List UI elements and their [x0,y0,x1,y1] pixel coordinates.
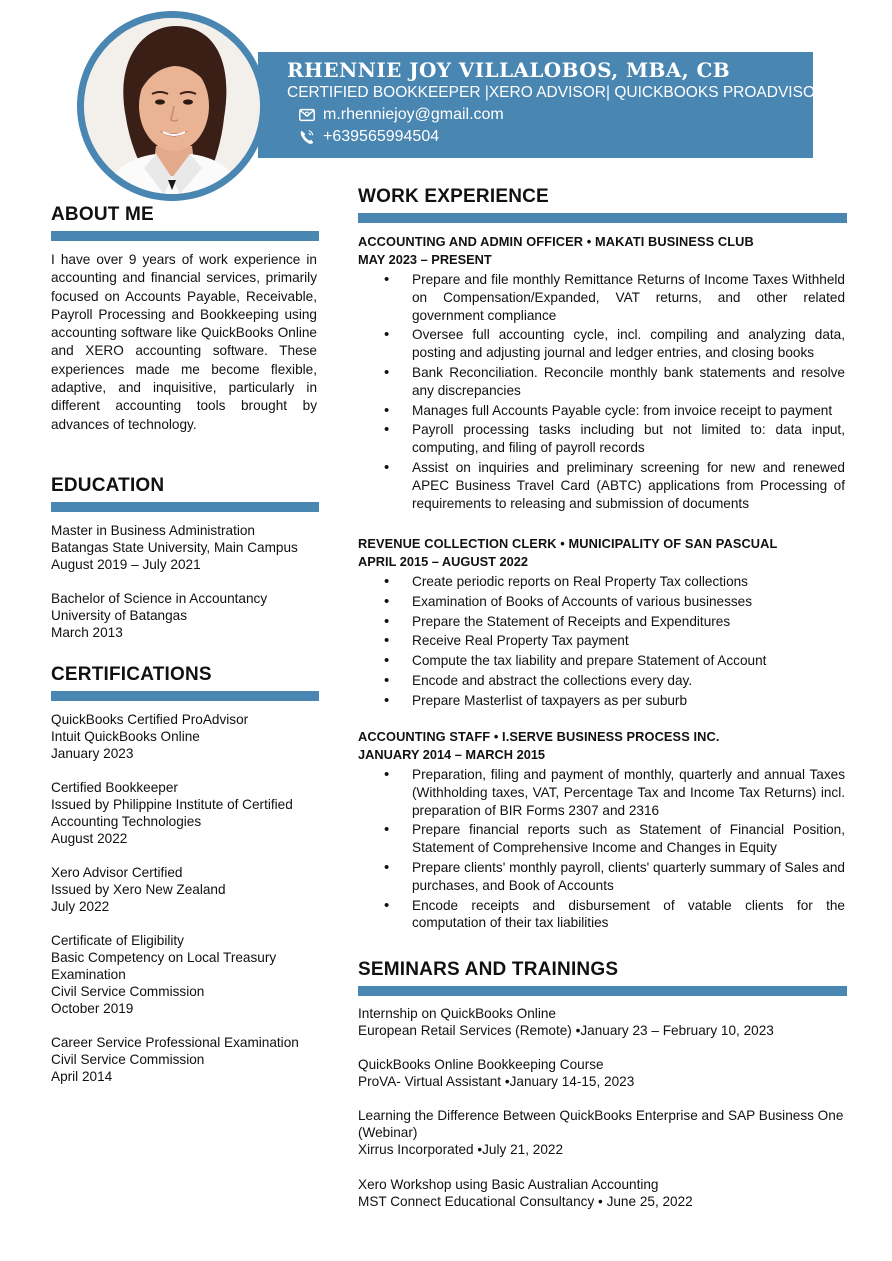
seminar-name: Internship on QuickBooks Online [358,1006,556,1021]
education-section [51,475,319,512]
education-entry [51,590,319,641]
phone-text[interactable]: +639565994504 [323,128,440,145]
header-band [258,52,827,158]
certification-date: April 2014 [51,1069,113,1084]
certifications-divider [51,691,319,701]
job-duties-list [384,573,845,712]
certification-entry [51,1034,319,1085]
job-title: ACCOUNTING STAFF • I.SERVE BUSINESS PROCESS INC. [358,729,720,744]
about-section [51,204,319,241]
certification-date: January 2023 [51,746,134,761]
phone-icon [298,128,316,146]
certification-name: Career Service Professional Examination [51,1035,299,1050]
job-title: ACCOUNTING AND ADMIN OFFICER • MAKATI BUSINESS CLUB [358,234,754,249]
seminar-name: Xero Workshop using Basic Australian Accounting [358,1177,659,1192]
certification-name: QuickBooks Certified ProAdvisor [51,712,249,727]
envelope-icon [298,106,316,124]
certification-entry [51,711,319,762]
job-date: APRIL 2015 – AUGUST 2022 [358,554,528,569]
seminar-provider: ProVA- Virtual Assistant •January 14-15, 2023 [358,1074,635,1089]
job-title: REVENUE COLLECTION CLERK • MUNICIPALITY OF SAN PASCUAL [358,536,778,551]
job-duty: • Prepare the Statement of Receipts and Expenditures [384,613,845,631]
certifications-section [51,664,319,701]
certification-issuer: Issued by Xero New Zealand [51,882,226,897]
about-divider [51,231,319,241]
certification-authority: Civil Service Commission [51,984,205,999]
job-duties-list [384,271,845,514]
seminars-divider [358,986,847,996]
work-divider [358,213,847,223]
about-title: ABOUT ME [51,204,154,225]
seminar-entry [358,1056,847,1090]
seminar-entry [358,1107,847,1158]
email-contact[interactable] [298,104,504,126]
job-duty: • Preparation, filing and payment of monthly, quarterly and annual Taxes (Withholding taxes, VAT, Percentage Tax and Income Tax Returns) incl. preparation of BIR Forms 2307 and 2316 [384,766,845,819]
certification-issuer: Basic Competency on Local Treasury Examination [51,950,277,982]
candidate-role: CERTIFIED BOOKKEEPER |XERO ADVISOR| QUICKBOOKS PROADVISOR [287,84,827,101]
certification-issuer: Intuit QuickBooks Online [51,729,200,744]
certification-entry [51,779,319,847]
job-duty: • Compute the tax liability and prepare Statement of Account [384,652,845,670]
certification-date: August 2022 [51,831,128,846]
seminar-entry [358,1176,847,1210]
job-duty: • Oversee full accounting cycle, incl. compiling and analyzing data, posting and adjusting journal and ledger entries, and closing books [384,326,845,362]
email-text[interactable]: m.rhenniejoy@gmail.com [323,106,504,123]
education-divider [51,502,319,512]
job-duty: • Prepare clients' monthly payroll, clients' quarterly summary of Sales and purchases, and Book of Accounts [384,859,845,895]
job-duties-list [384,766,845,934]
education-entry [51,522,319,573]
education-date: March 2013 [51,625,123,640]
job-duty: • Encode receipts and disbursement of vatable clients for the computation of their tax liabilities [384,897,845,933]
education-school: University of Batangas [51,608,188,623]
job-duty: • Prepare financial reports such as Statement of Financial Position, Statement of Comprehensive Income and Changes in Equity [384,821,845,857]
job-duty: • Assist on inquiries and preliminary screening for new and renewed APEC Business Travel Card (ABTC) applications from Processing of requirements to releasing and submission of documents [384,459,845,512]
job-duty: • Receive Real Property Tax payment [384,632,845,650]
certification-name: Xero Advisor Certified [51,865,183,880]
seminar-provider: MST Connect Educational Consultancy • June 25, 2022 [358,1194,693,1209]
certification-date: July 2022 [51,899,110,914]
seminar-provider: European Retail Services (Remote) •January 23 – February 10, 2023 [358,1023,774,1038]
job-duty: • Prepare and file monthly Remittance Returns of Income Taxes Withheld on Compensation/Expanded, VAT returns, and other related government compliance [384,271,845,324]
job-date: JANUARY 2014 – MARCH 2015 [358,747,546,762]
job-duty: • Payroll processing tasks including but not limited to: data input, computing, and filing of payroll records [384,421,845,457]
job-duty: • Manages full Accounts Payable cycle: from invoice receipt to payment [384,402,845,420]
certifications-title: CERTIFICATIONS [51,664,212,685]
education-degree: Master in Business Administration [51,523,255,538]
education-degree: Bachelor of Science in Accountancy [51,591,268,606]
work-title: WORK EXPERIENCE [358,186,549,207]
education-school: Batangas State University, Main Campus [51,540,298,555]
job-duty: • Prepare Masterlist of taxpayers as per suburb [384,692,845,710]
job-date: MAY 2023 – PRESENT [358,252,492,267]
education-title: EDUCATION [51,475,165,496]
work-section [358,186,847,223]
seminars-title: SEMINARS AND TRAININGS [358,959,619,980]
job-duty: • Bank Reconciliation. Reconcile monthly bank statements and resolve any discrepancies [384,364,845,400]
job-duty: • Create periodic reports on Real Property Tax collections [384,573,845,591]
certification-entry [51,932,319,1017]
about-text: I have over 9 years of work experience in accounting and financial services, primarily focused on Accounts Payable, Receivable, Payroll Processing and Bookkeeping using accounting software like QuickBooks Online and XERO accounting software. These experiences made me become flexible, adaptive, and inquisitive, particularly in different accounting tools brought by advances of technology. [51,252,317,432]
phone-contact[interactable] [298,126,439,148]
education-date: August 2019 – July 2021 [51,557,201,572]
job-duty: • Examination of Books of Accounts of various businesses [384,593,845,611]
certification-entry [51,864,319,915]
candidate-name: RHENNIE JOY VILLALOBOS, MBA, CB [287,58,731,82]
certification-name: Certified Bookkeeper [51,780,178,795]
certification-issuer: Issued by Philippine Institute of Certified Accounting Technologies [51,797,293,829]
seminar-name: QuickBooks Online Bookkeeping Course [358,1057,604,1072]
seminars-section [358,959,847,996]
seminar-name: Learning the Difference Between QuickBooks Enterprise and SAP Business One (Webinar) [358,1108,844,1140]
seminar-entry [358,1005,847,1039]
seminar-provider: Xirrus Incorporated •July 21, 2022 [358,1142,564,1157]
certification-date: October 2019 [51,1001,134,1016]
certification-name: Certificate of Eligibility [51,933,184,948]
job-duty: • Encode and abstract the collections every day. [384,672,845,690]
certification-issuer: Civil Service Commission [51,1052,205,1067]
profile-photo [84,18,260,194]
